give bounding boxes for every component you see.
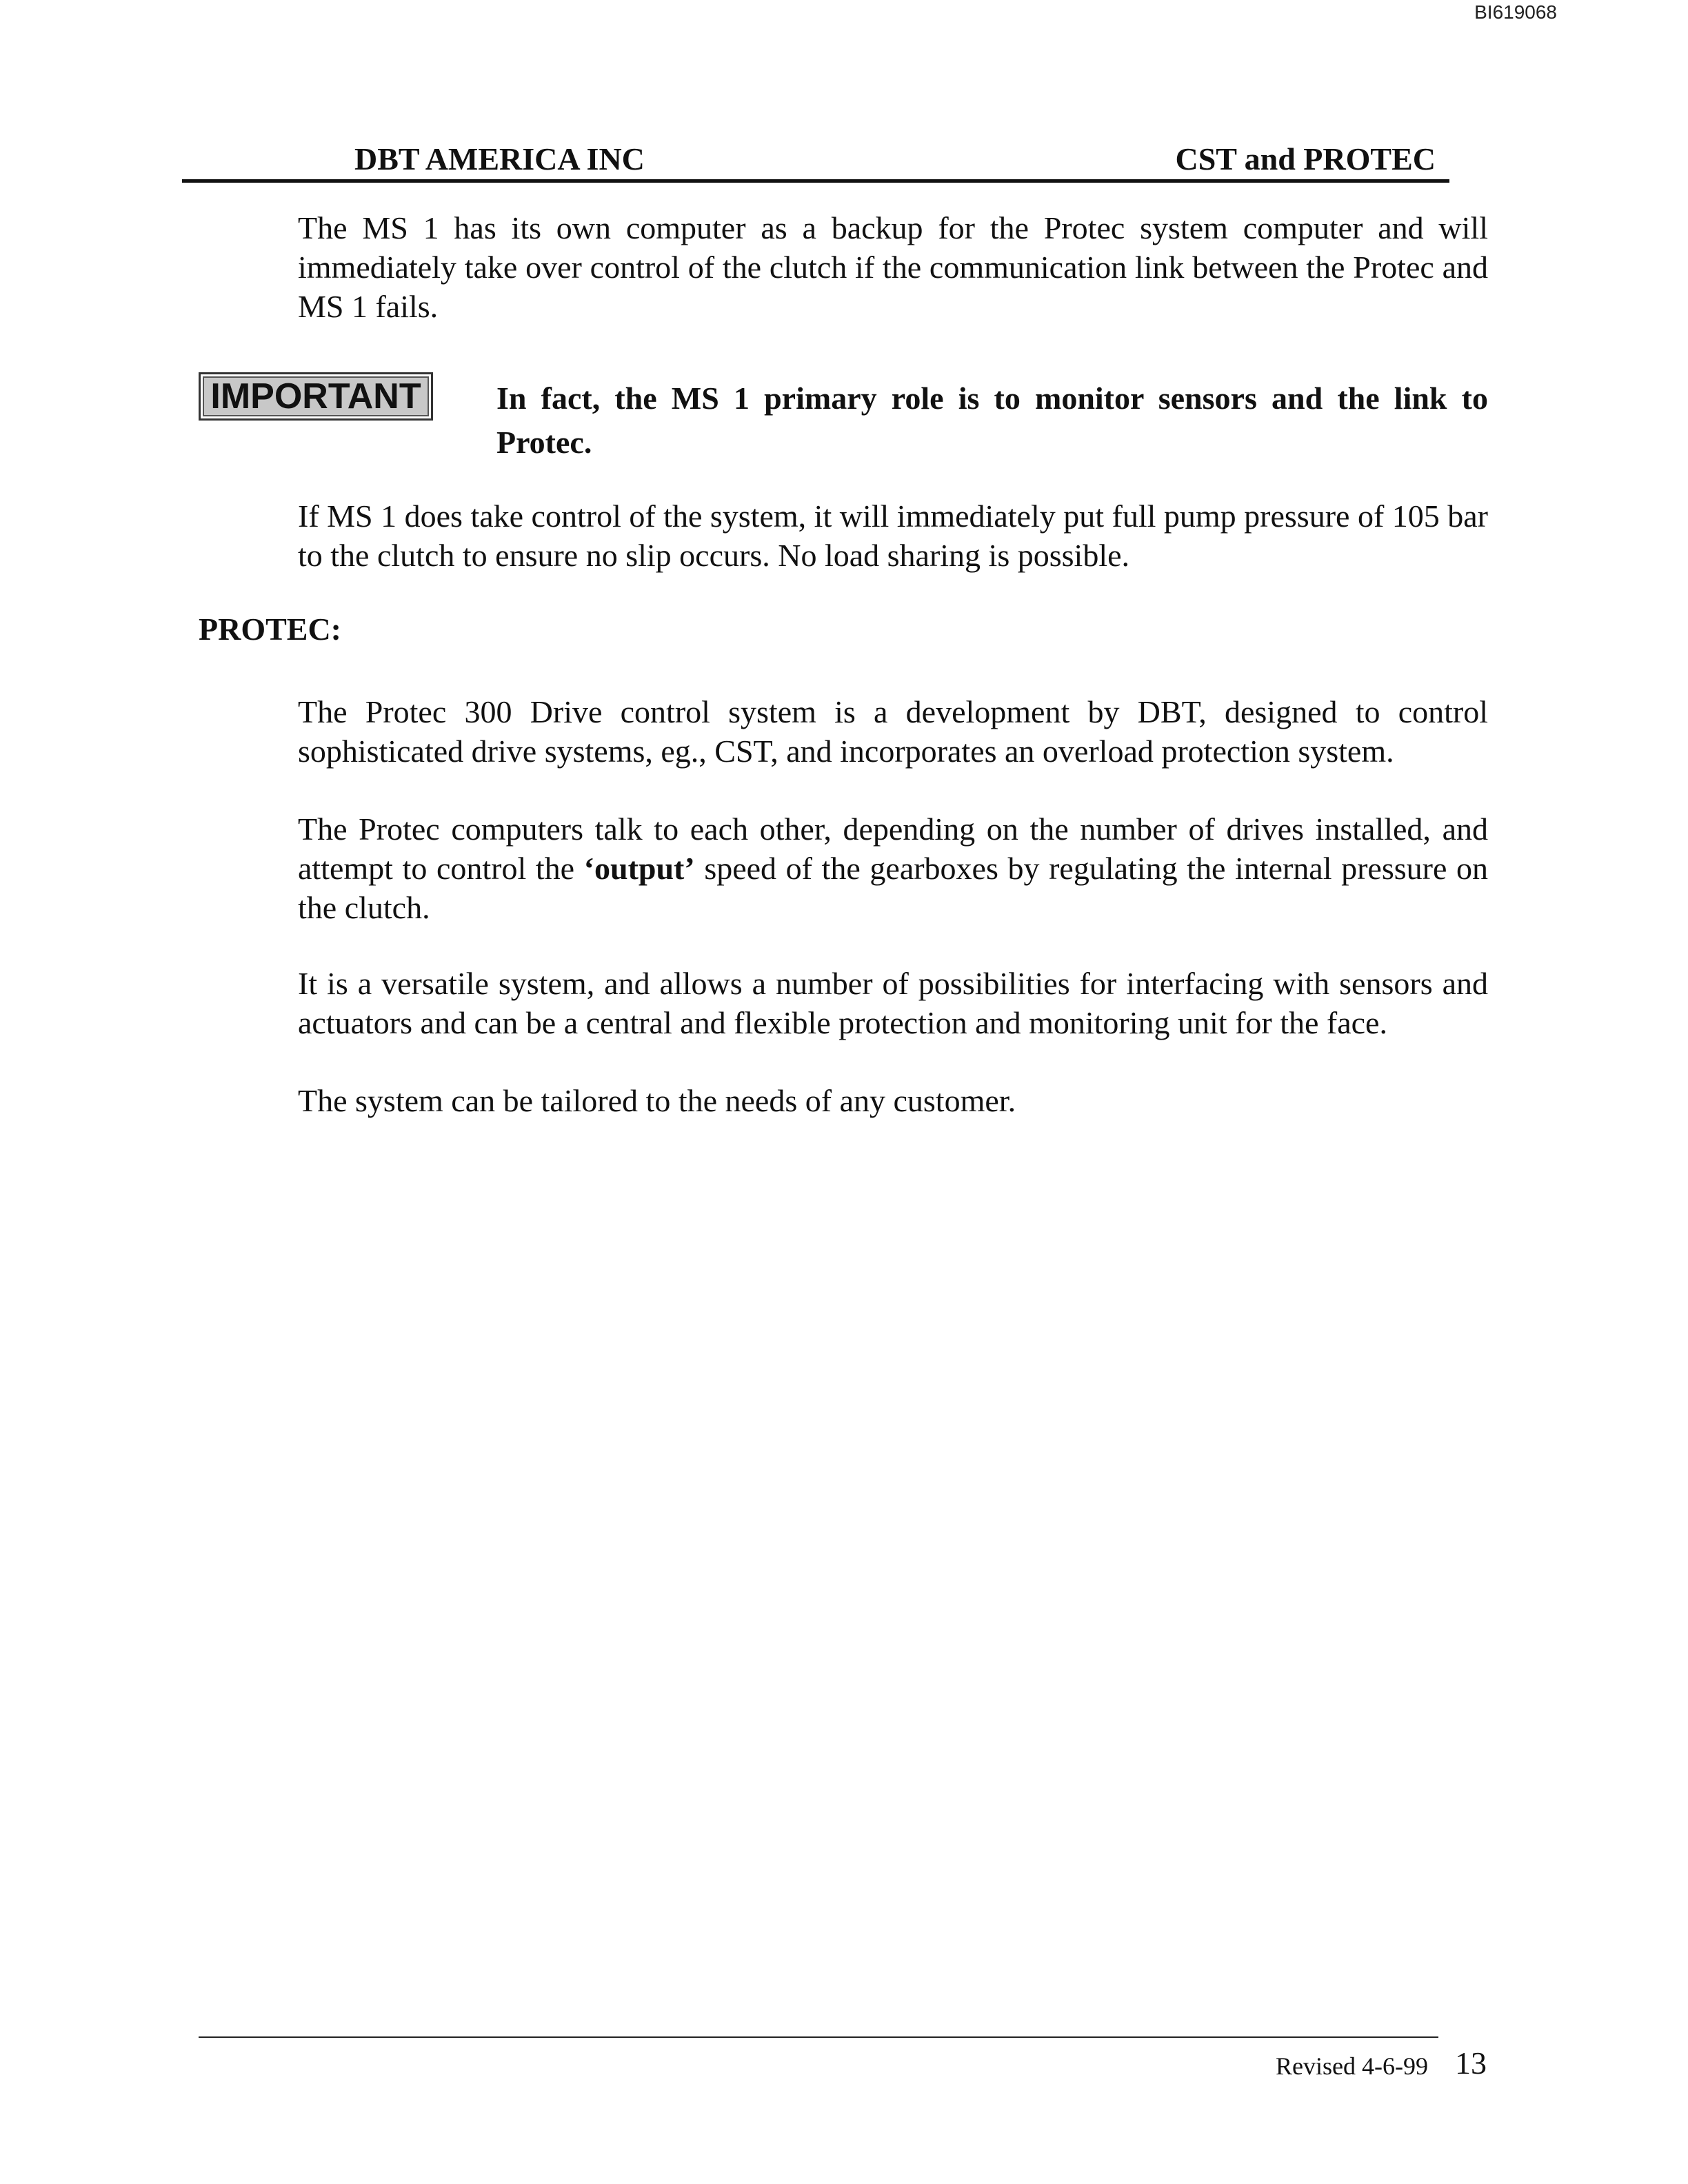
section-heading-protec: PROTEC: — [199, 611, 341, 647]
important-note: In fact, the MS 1 primary role is to monitor sensors and the link to Protec. — [496, 381, 1488, 460]
paragraph-ms1-backup: The MS 1 has its own computer as a backup for the Protec system computer and will immediately take over control of the clutch if the communication link between the Protec and MS 1 fails. — [298, 210, 1488, 324]
header-company: DBT AMERICA INC — [354, 141, 645, 176]
page-number: 13 — [1455, 2045, 1487, 2081]
para4-text-after: speed of the gearboxes by regulating the internal pressure on the clutch. — [298, 851, 1488, 925]
footer-divider — [199, 2036, 1438, 2038]
important-badge: IMPORTANT — [199, 372, 433, 421]
header-section: CST and PROTEC — [1175, 141, 1436, 176]
paragraph-protec-300: The Protec 300 Drive control system is a development by DBT, designed to control sophisticated drive systems, eg., CST, and incorporates an overload protection system. — [298, 694, 1488, 769]
paragraph-tailored: The system can be tailored to the needs of any customer. — [298, 1083, 1016, 1118]
paragraph-ms1-control: If MS 1 does take control of the system, it will immediately put full pump pressure of 105 bar to the clutch to ensure no slip occurs. No load sharing is possible. — [298, 498, 1488, 573]
para4-text-before: The Protec computers talk to each other, depending on the number of drives installed, and attempt to control the — [298, 811, 1488, 886]
paragraph-protec-computers — [298, 809, 1488, 927]
footer-revised-date: Revised 4-6-99 — [1276, 2052, 1428, 2080]
document-id: BI619068 — [1474, 1, 1557, 23]
page-header — [182, 141, 1449, 183]
output-emphasis: ‘output’ — [583, 851, 695, 886]
paragraph-versatile-system: It is a versatile system, and allows a number of possibilities for interfacing with sensors and actuators and can be a central and flexible protection and monitoring unit for the face. — [298, 966, 1488, 1040]
